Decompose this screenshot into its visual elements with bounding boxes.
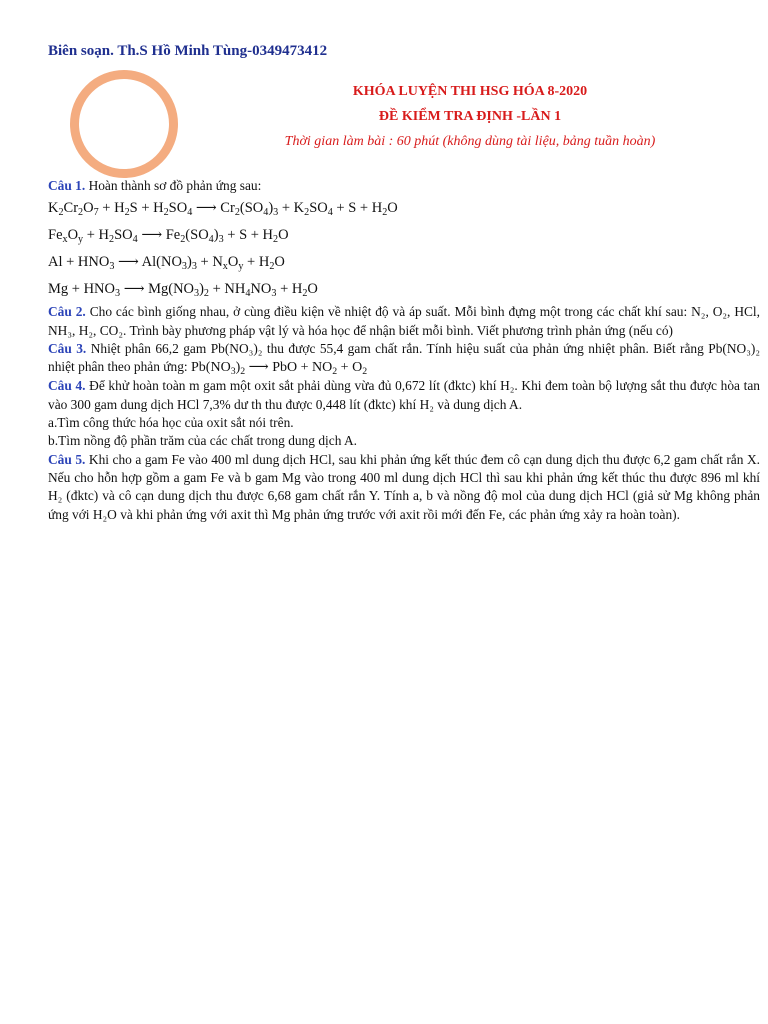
equation-3: $Al + HNO_3$ ⟶ $Al(NO_3)_3 + N_xO_y + H_2O$: [48, 254, 285, 273]
question-2: [48, 303, 760, 340]
exam-content: [48, 177, 760, 524]
question-text: Khi cho a gam Fe vào 400 ml dung dịch HCl, sau khi phản ứng kết thúc đem cô cạn dung dịch thu được 6,2 gam chất rắn X. Nếu cho hỗn hợp gồm a gam Fe và b gam Mg vào trong 400 ml dung dịch HCl thì sau khi phản ứng kết thúc thu được 896 ml khí H₂ (đktc) và cô cạn dung dịch thu được 6,68 gam chất rắn Y. Tính a, b và nồng độ mol của dung dịch HCl (giả sử Mg không phản ứng với H₂O và khi phản ứng với axit thì Mg phản ứng trước với axit rồi mới đến Fe, các phản ứng xảy ra hoàn toàn).: [48, 451, 760, 522]
equation-pb-decomposition: $Pb(NO_3)_2$ ⟶ PbO + $NO_2 + O_2$: [191, 360, 368, 378]
question-4-part-b: b.Tìm nồng độ phần trăm của các chất trong dung dịch A.: [48, 433, 358, 449]
question-text: Để khử hoàn toàn m gam một oxit sắt phải dùng vừa đủ 0,672 lít (đktc) khí H₂. Khi đem toàn bộ lượng sắt thu được hòa tan vào 300 gam dung dịch HCl 7,3% dư th thu được 0,448 lít (đktc) khí H₂ và dung dịch A.: [48, 378, 760, 412]
time-note: Thời gian làm bài : 60 phút (không dùng tài liệu, bảng tuần hoàn): [284, 134, 656, 149]
equation-2: $Fe_xO_y + H_2SO_4$ ⟶ $Fe_2(SO_4)_3 + S + H_2O$: [48, 227, 289, 246]
equation-1: $K_2Cr_2O_7 + H_2S + H_2SO_4$ ⟶ $Cr_2(SO_4)_3 + K_2SO_4 + S + H_2O$: [48, 200, 398, 219]
question-4-part-a: a.Tìm công thức hóa học của oxit sắt nói trên.: [48, 415, 294, 431]
question-4: [48, 377, 760, 414]
exam-title: ĐỀ KIỂM TRA ĐỊNH -LẦN 1: [378, 109, 562, 124]
question-label: Câu 2.: [48, 304, 86, 320]
question-3: [48, 340, 760, 378]
question-5: [48, 451, 760, 524]
course-title: KHÓA LUYỆN THI HSG HÓA 8-2020: [352, 84, 588, 99]
question-1: [48, 177, 760, 195]
logo-ring-icon: [70, 70, 178, 178]
equation-4: $Mg + HNO_3$ ⟶ $Mg(NO_3)_2 + NH_4NO_3 + H_2O$: [48, 281, 318, 300]
question-label: Câu 4.: [48, 378, 86, 394]
question-label: Câu 1.: [48, 178, 86, 193]
question-label: Câu 5.: [48, 451, 86, 467]
question-text: Nhiệt phân 66,2 gam Pb(NO₃)₂ thu được 55,4 gam chất rắn. Tính hiệu suất của phản ứng nhiệt phân. Biết rằng Pb(NO₃)₂ nhiệt phân theo phản ứng:: [48, 340, 760, 375]
question-label: Câu 3.: [48, 340, 87, 356]
question-text: Hoàn thành sơ đồ phản ứng sau:: [85, 178, 262, 193]
author-line: Biên soạn. Th.S Hồ Minh Tùng-0349473412: [48, 43, 328, 59]
question-text: Cho các bình giống nhau, ở cùng điều kiện về nhiệt độ và áp suất. Mỗi bình đựng một trong các chất khí sau: N₂, O₂, HCl, NH₃, H₂, CO₂. Trình bày phương pháp vật lý và hóa học để nhận biết mỗi bình. Viết phương trình phản ứng (nếu có): [48, 304, 760, 338]
